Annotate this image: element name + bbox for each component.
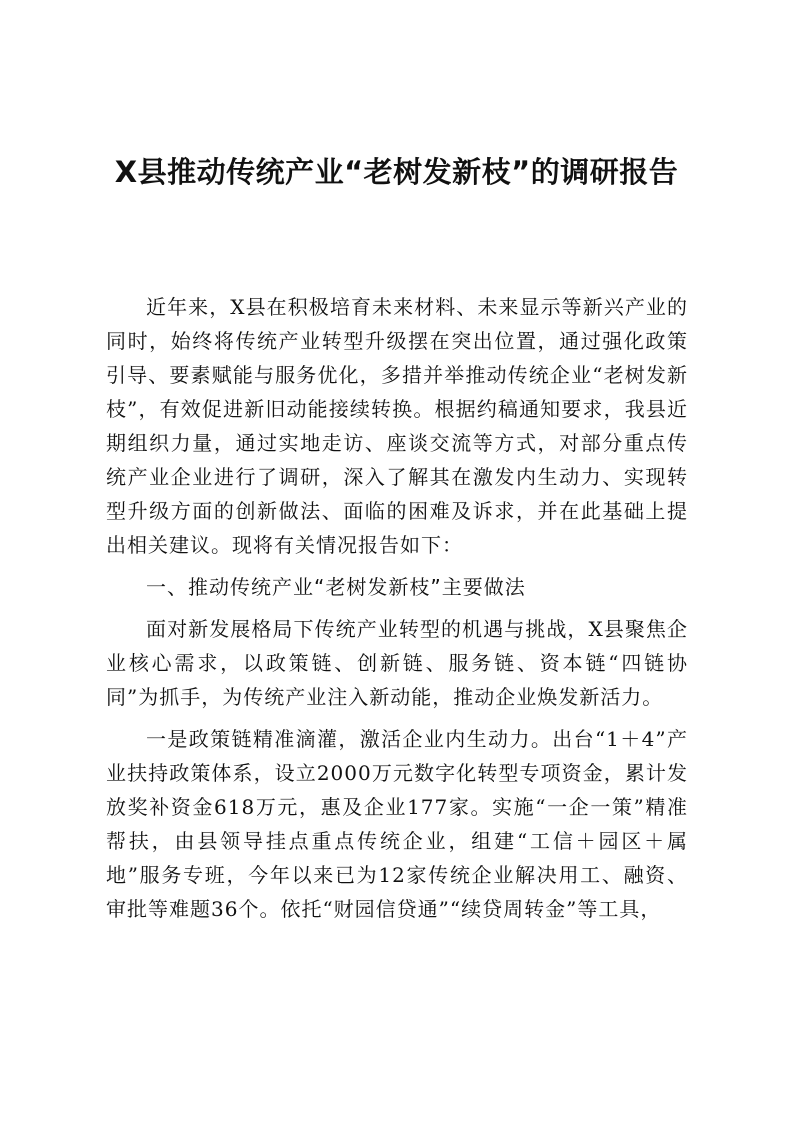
document-title: X县推动传统产业“老树发新枝”的调研报告: [114, 155, 679, 189]
section-heading: 一、推动传统产业“老树发新枝”主要做法: [146, 575, 526, 599]
document-body: [106, 290, 688, 934]
intro-paragraph: 近年来，X县在积极培育未来材料、未来显示等新兴产业的同时，始终将传统产业转型升级摆在突出位置，通过强化政策引导、要素赋能与服务优化，多措并举推动传统企业“老树发新枝”，有效促进新旧动能接续转换。根据约稿通知要求，我县近期组织力量，通过实地走访、座谈交流等方式，对部分重点传统产业企业进行了调研，深入了解其在激发内生动力、实现转型升级方面的创新做法、面临的困难及诉求，并在此基础上提出相关建议。现将有关情况报告如下：: [106, 295, 688, 557]
section-intro-paragraph: 面对新发展格局下传统产业转型的机遇与挑战，X县聚焦企业核心需求，以政策链、创新链、服务链、资本链“四链协同”为抓手，为传统产业注入新动能，推动企业焕发新活力。: [106, 617, 688, 709]
policy-chain-paragraph: 一是政策链精准滴灌，激活企业内生动力。出台“1＋4”产业扶持政策体系，设立2000万元数字化转型专项资金，累计发放奖补资金618万元，惠及企业177家。实施“一企一策”精准帮扶，由县领导挂点重点传统企业，组建“工信＋园区＋属地”服务专班，今年以来已为12家传统企业解决用工、融资、审批等难题36个。依托“财园信贷通”“续贷周转金”等工具，: [106, 727, 688, 921]
